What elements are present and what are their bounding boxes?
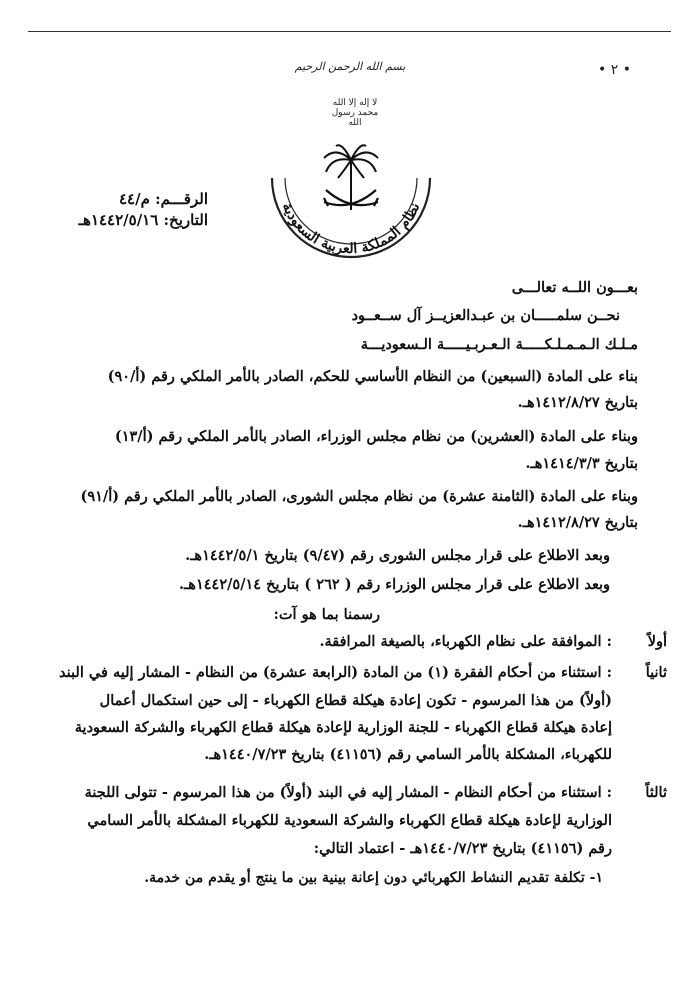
recital-2-line-2: بتاريخ ١٤١٤/٣/٣هـ. — [525, 455, 638, 472]
king-name: نحــن سلمـــــان بن عبـدالعزيــز آل ســعــود — [351, 307, 620, 324]
sub-item-1: ١- تكلفة تقديم النشاط الكهربائي دون إعانة بينية بين ما ينتج أو يقدم من خدمة. — [144, 870, 603, 886]
article-3-label: ثالثاً — [645, 784, 667, 801]
king-title: مـلـك الـمـمـلـكـــــة الـعـربـيـــــة الـسعوديـــة — [360, 336, 638, 353]
article-2-label: ثانياً — [645, 664, 667, 681]
reference-number: الرقـــم: م/٤٤ — [118, 190, 208, 208]
recital-1-line-2: بتاريخ ١٤١٢/٨/٢٧هـ. — [517, 394, 638, 411]
palm-tree-icon — [324, 145, 378, 210]
decree-intro: رسمنا بما هو آت: — [273, 606, 380, 623]
recital-1-line-1: بناء على المادة (السبعين) من النظام الأساسي للحكم، الصادر بالأمر الملكي رقم (أ/٩٠) — [107, 368, 638, 385]
shahada-calligraphy: لا إله إلا الله محمد رسول الله — [331, 98, 379, 128]
article-2-line-2: (أولاً) من هذا المرسوم - تكون إعادة هيكلة قطاع الكهرباء - إلى حين استكمال أعمال — [99, 692, 612, 709]
recital-2-line-1: وبناء على المادة (العشرين) من نظام مجلس الوزراء، الصادر بالأمر الملكي رقم (أ/١٣) — [114, 428, 638, 445]
top-rule — [28, 31, 671, 32]
bismillah-calligraphy: بسم الله الرحمن الرحيم — [294, 60, 406, 73]
article-3-line-2: الوزارية لإعادة هيكلة قطاع الكهرباء والشركة السعودية للكهرباء المشكلة بالأمر السامي — [87, 812, 612, 829]
recital-3-line-2: بتاريخ ١٤١٢/٨/٢٧هـ. — [517, 514, 638, 531]
recital-3-line-1: وبناء على المادة (الثامنة عشرة) من نظام مجلس الشورى، الصادر بالأمر الملكي رقم (أ/٩١) — [80, 488, 638, 505]
article-1-label: أولاً — [647, 633, 667, 650]
invocation: بعـــون اللــه تعالـــى — [511, 279, 638, 296]
article-2-line-1: : استثناء من أحكام الفقرة (١) من المادة (الرابعة عشرة) من النظام - المشار إليه في البند — [59, 664, 612, 681]
review-council: وبعد الاطلاع على قرار مجلس الوزراء رقم ( ٢٦٢ ) بتاريخ ١٤٤٢/٥/١٤هـ. — [179, 576, 610, 593]
seal-inscription: نظام المملكة العربية السعودية — [278, 200, 424, 258]
article-1-line-1: : الموافقة على نظام الكهرباء، بالصيغة المرافقة. — [319, 633, 612, 650]
reference-date: التاريخ: ١٤٤٢/٥/١٦هـ — [78, 211, 208, 229]
article-3-line-1: : استثناء من أحكام النظام - المشار إليه في البند (أولاً) من هذا المرسوم - تتولى اللجنة — [84, 784, 612, 801]
article-3-line-3: رقم (٤١١٥٦) بتاريخ ١٤٤٠/٧/٢٣هـ - اعتماد التالي: — [313, 840, 612, 857]
article-2-line-3: إعادة هيكلة قطاع الكهرباء - للجنة الوزارية لإعادة هيكلة قطاع الكهرباء والشركة السعودية — [74, 719, 612, 736]
article-2-line-4: للكهرباء، المشكلة بالأمر السامي رقم (٤١١٥٦) بتاريخ ١٤٤٠/٧/٢٣هـ. — [204, 746, 612, 763]
corner-marks: • ٢ • — [598, 62, 631, 78]
review-shura: وبعد الاطلاع على قرار مجلس الشورى رقم (٩/٤٧) بتاريخ ١٤٤٢/٥/١هـ. — [185, 547, 610, 564]
royal-emblem-seal — [266, 140, 436, 260]
